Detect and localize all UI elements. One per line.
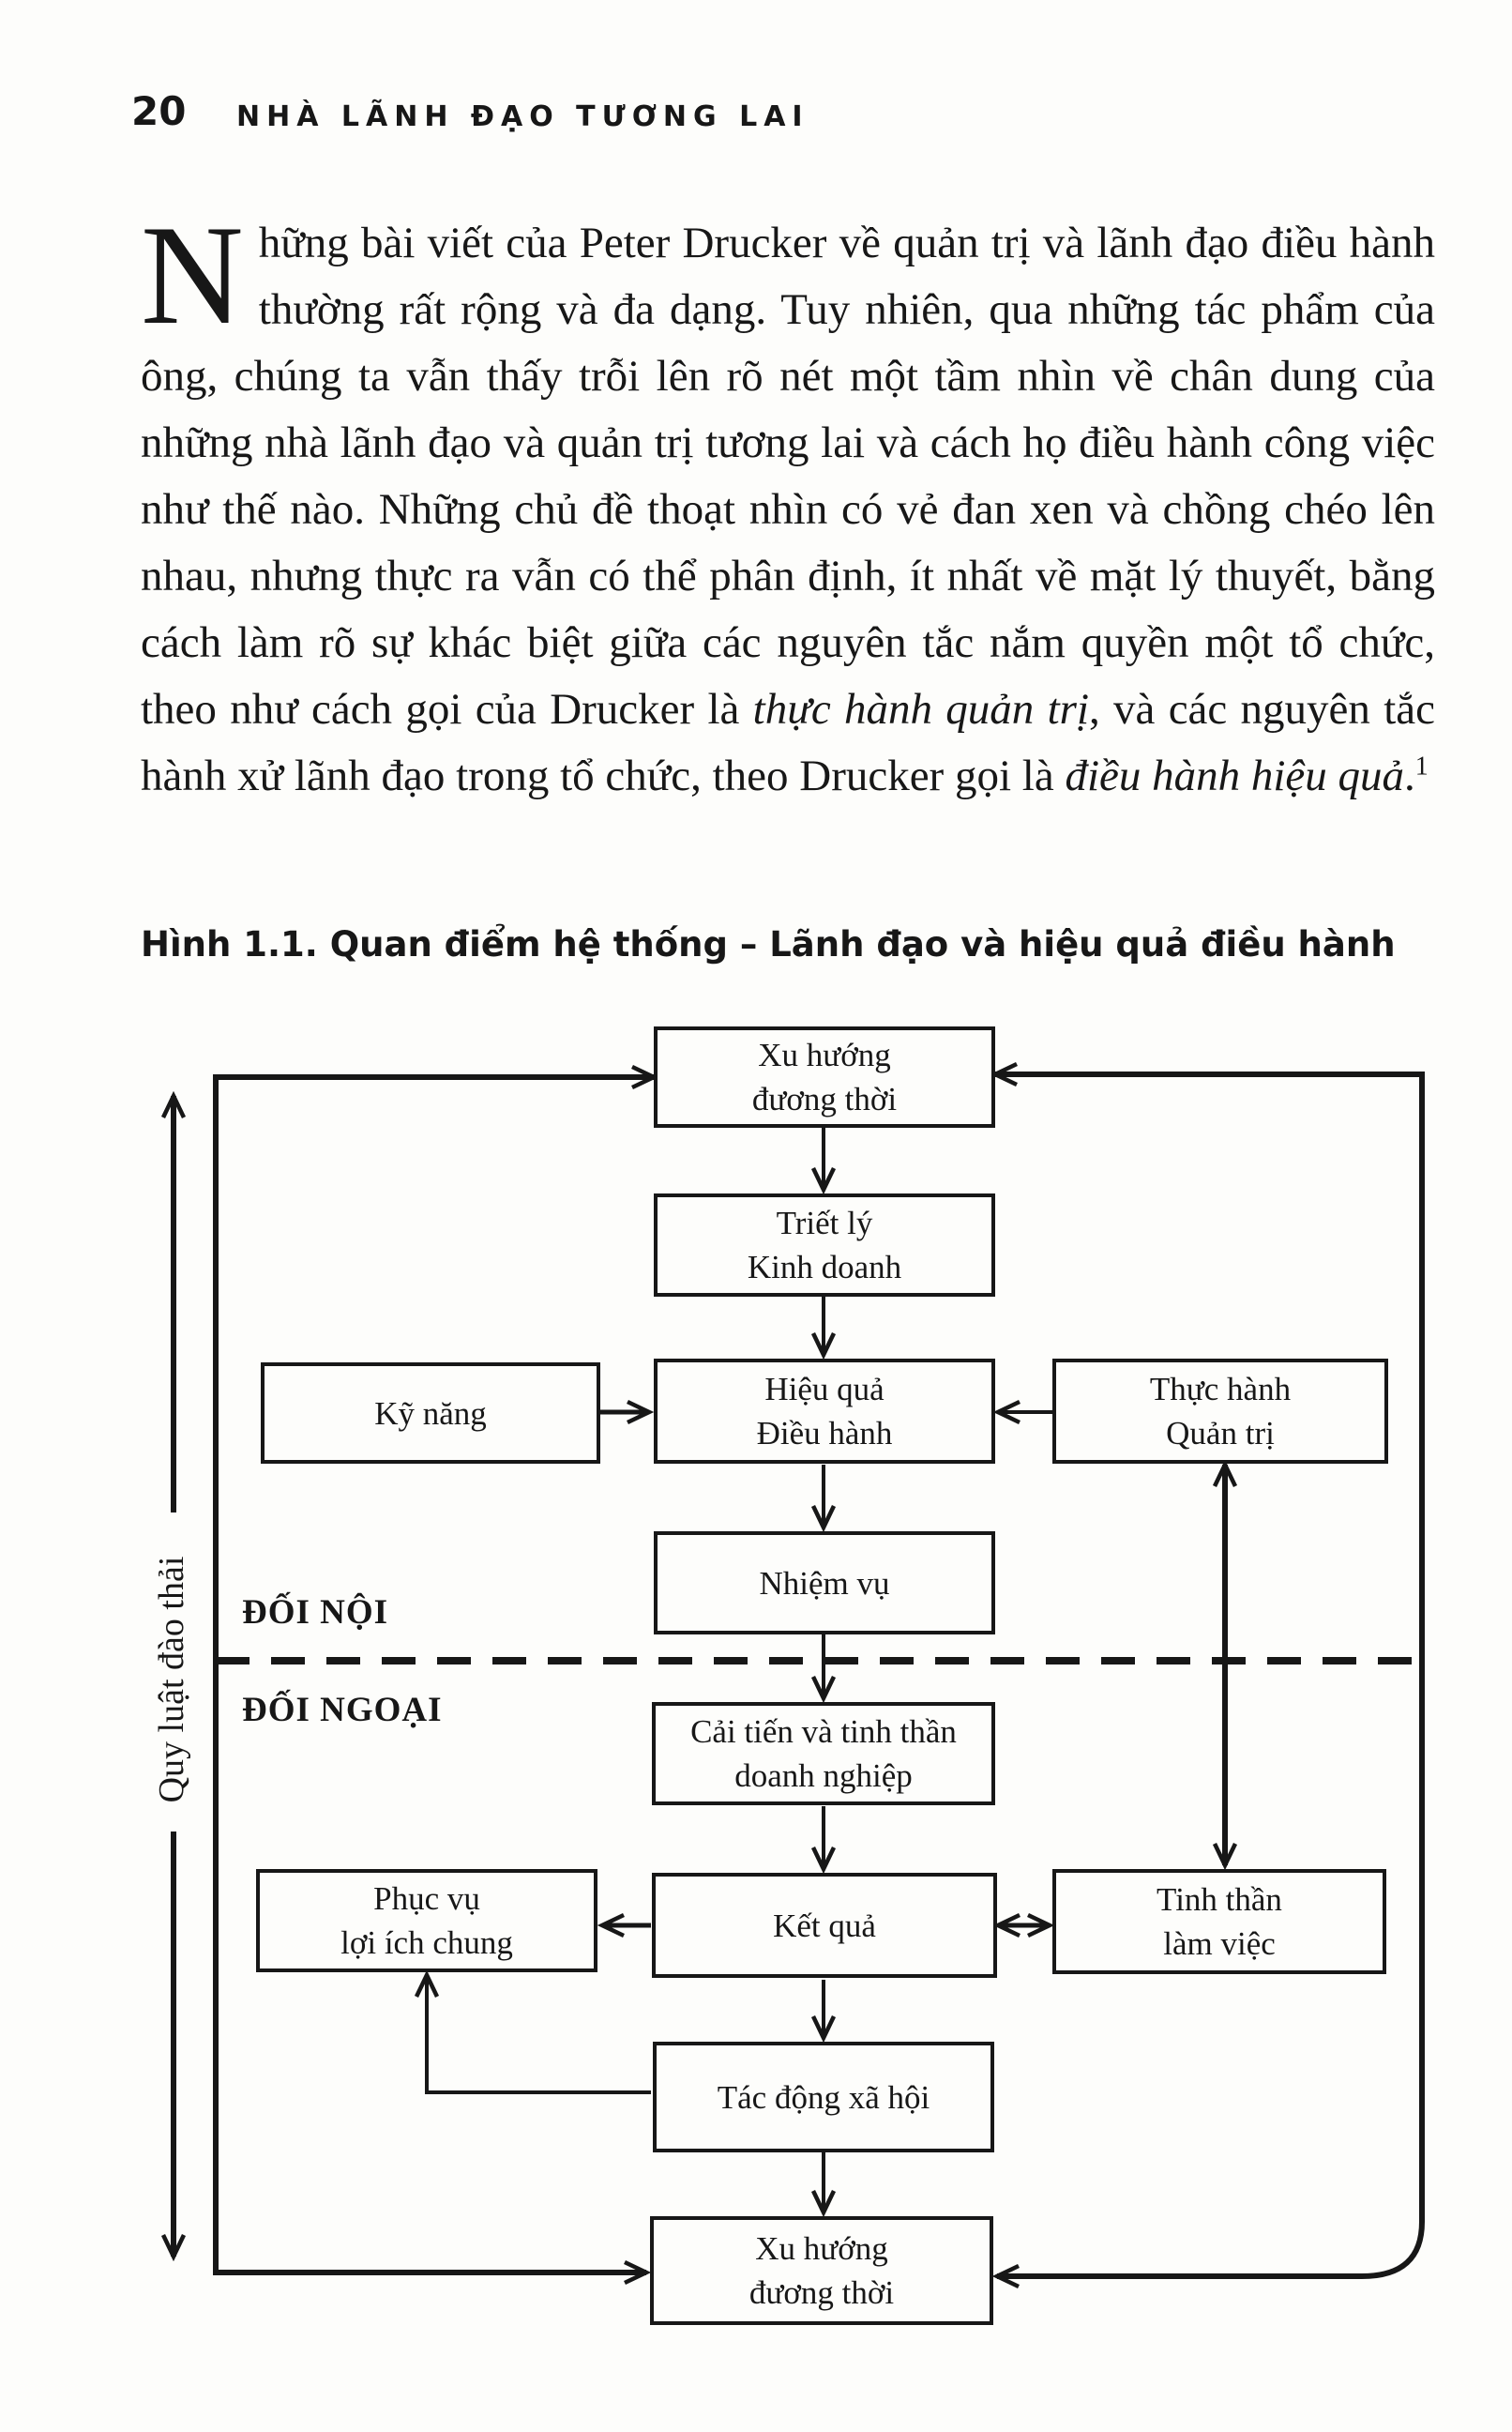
- axis-label-elimination-law: Quy luật đào thải: [152, 1556, 191, 1803]
- paragraph-text: , và các nguyên tắc hành xử lãnh đạo trong tổ chức, theo Drucker gọi là: [141, 685, 1435, 800]
- body-paragraph: [141, 196, 1435, 810]
- node-skills: Kỹ năng: [261, 1362, 600, 1464]
- node-business-philosophy: Triết lý Kinh doanh: [654, 1193, 995, 1297]
- arrow-right-environment-loop: [995, 1074, 1422, 2276]
- node-executive-effectiveness: Hiệu quả Điều hành: [654, 1359, 995, 1464]
- node-current-trends-bottom: Xu hướng đương thời: [650, 2216, 993, 2325]
- node-mission: Nhiệm vụ: [654, 1531, 995, 1634]
- paragraph-text: hững bài viết của Peter Drucker về quản trị và lãnh đạo điều hành thường rất rộng và đa dạng. Tuy nhiên, qua những tác phẩm của ông, chúng ta vẫn thấy trỗi lên rõ nét một tầm nhìn về chân dung của những nhà lãnh đạo và quản trị tương lai và cách họ điều hành công việc như thế nào. Những chủ đề thoạt nhìn có vẻ đan xen và chồng chéo lên nhau, nhưng thực ra vẫn có thể phân định, ít nhất về mặt lý thuyết, bằng cách làm rõ sự khác biệt giữa các nguyên tắc nắm quyền một tổ chức, theo như cách gọi của Drucker là: [141, 219, 1435, 734]
- zone-label-external: ĐỐI NGOẠI: [242, 1691, 443, 1729]
- footnote-reference: 1: [1414, 752, 1429, 782]
- node-results: Kết quả: [652, 1873, 997, 1978]
- zone-label-internal: ĐỐI NỘI: [242, 1593, 389, 1632]
- italic-term-management-practice: thực hành quản trị: [752, 685, 1089, 734]
- drop-cap: N: [141, 196, 244, 354]
- node-work-spirit: Tinh thần làm việc: [1052, 1869, 1386, 1974]
- node-social-impact: Tác động xã hội: [653, 2042, 994, 2152]
- node-innovation-entrepreneurship: Cải tiến và tinh thần doanh nghiệp: [652, 1702, 995, 1805]
- paragraph-text: .: [1404, 752, 1415, 800]
- node-management-practice: Thực hành Quản trị: [1052, 1359, 1388, 1464]
- arrow-social-impact-to-public-service: [427, 1975, 651, 2092]
- italic-term-effective-executive: điều hành hiệu quả: [1065, 752, 1405, 800]
- node-current-trends-top: Xu hướng đương thời: [654, 1026, 995, 1128]
- figure-caption: Hình 1.1. Quan điểm hệ thống – Lãnh đạo và hiệu quả điều hành: [141, 924, 1396, 965]
- running-head: NHÀ LÃNH ĐẠO TƯƠNG LAI: [236, 100, 809, 133]
- node-public-service: Phục vụ lợi ích chung: [256, 1869, 597, 1972]
- page-number: 20: [131, 88, 187, 134]
